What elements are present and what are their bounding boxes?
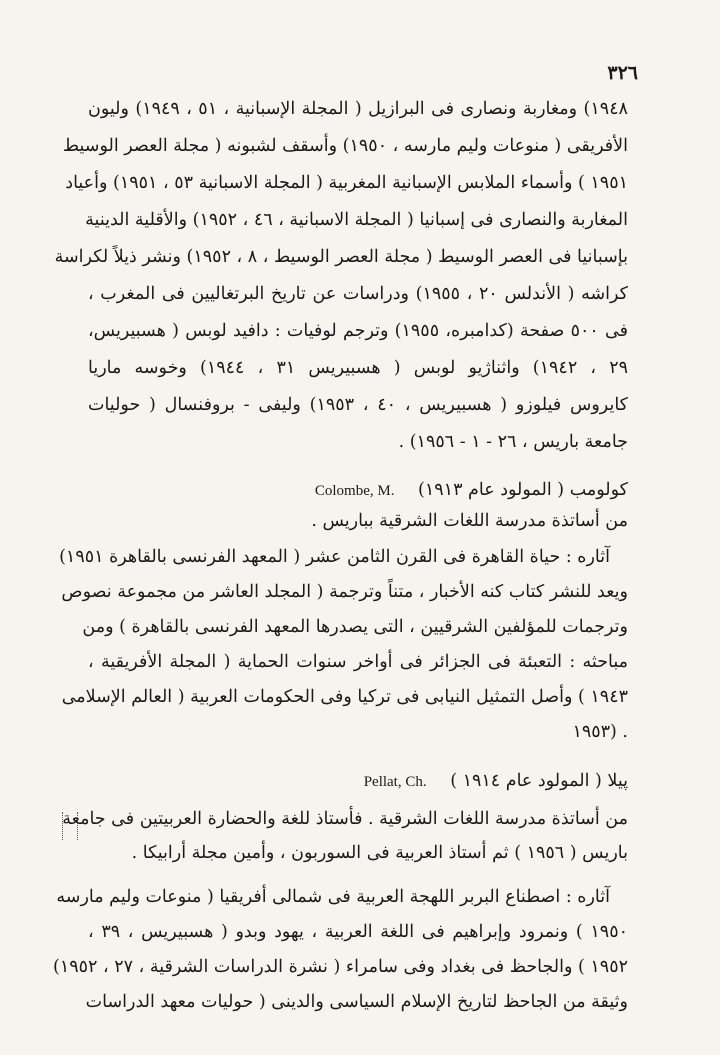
- text-line: باريس ( ١٩٥٦ ) ثم أستاذ العربية فى السوربون ، وأمين مجلة أرابيكا .: [131, 843, 628, 863]
- text-line: وثيقة من الجاحظ لتاريخ الإسلام السياسى والدينى ( حوليات معهد الدراسات: [85, 992, 628, 1012]
- entry-heading-arabic: كولومب ( المولود عام ١٩١٣): [418, 480, 628, 500]
- text-line: جامعة باريس ، ٢٦ - ١ - ١٩٥٦) .: [398, 432, 628, 452]
- text-line: ١٩٥٢ ) والجاحظ فى بغداد وفى سامراء ( نشرة الدراسات الشرقية ، ٢٧ ، ١٩٥٢): [53, 957, 628, 977]
- page-number: ٣٢٦: [607, 62, 638, 84]
- entry-heading-colombe: [300, 475, 628, 507]
- entry-heading-latin: Pellat, Ch.: [363, 774, 427, 790]
- text-line: مباحثه : التعبئة فى الجزائر فى أواخر سنوات الحماية ( المجلة الأفريقية ،: [88, 652, 628, 672]
- text-line: المغاربة والنصارى فى إسبانيا ( المجلة الاسبانية ، ٤٦ ، ١٩٥٢) والأقلية الدينية: [85, 210, 628, 230]
- text-line: آثاره : حياة القاهرة فى القرن الثامن عشر ( المعهد الفرنسى بالقاهرة ١٩٥١): [59, 547, 610, 567]
- text-line: ١٩٤٣ ) وأصل التمثيل النيابى فى تركيا وفى الحكومات العربية ( العالم الإسلامى: [61, 687, 628, 707]
- text-line: ١٩٤٨) ومغاربة ونصارى فى البرازيل ( المجلة الإسبانية ، ٥١ ، ١٩٤٩) وليون: [88, 99, 628, 119]
- text-line: فى ٥٠٠ صفحة (كدامبره، ١٩٥٥) وترجم لوفيات : دافيد لوبس ( هسبيريس،: [88, 321, 628, 341]
- text-line: من أساتذة مدرسة اللغات الشرقية . فأستاذ للغة والحضارة العربيتين فى جامعة: [62, 809, 628, 829]
- text-line: ١٩٥٠ ) ونمرود وإبراهيم فى اللغة العربية ، يهود وبدو ( هسبيريس ، ٣٩ ،: [88, 922, 628, 942]
- text-line: بإسبانيا فى العصر الوسيط ( مجلة العصر الوسيط ، ٨ ، ١٩٥٢) ونشر ذيلاً لكراسة: [54, 247, 628, 267]
- text-line: . (١٩٥٣: [572, 722, 628, 742]
- entry-intro: من أساتذة مدرسة اللغات الشرقية بباريس .: [311, 511, 628, 531]
- text-line: آثاره : اصطناع البربر اللهجة العربية فى شمالى أفريقيا ( منوعات وليم مارسه: [56, 887, 610, 907]
- text-line: الأفريقى ( منوعات وليم مارسه ، ١٩٥٠) وأسقف لشبونه ( مجلة العصر الوسيط: [62, 136, 628, 156]
- text-line: كايروس فيلوزو ( هسبيريس ، ٤٠ ، ١٩٥٣) وليفى - بروفنسال ( حوليات: [88, 395, 628, 415]
- entry-heading-latin: Colombe, M.: [314, 483, 395, 499]
- entry-heading-arabic: پيلا ( المولود عام ١٩١٤ ): [450, 771, 628, 791]
- text-line: كراشه ( الأندلس ٢٠ ، ١٩٥٥) ودراسات عن تاريخ البرتغاليين فى المغرب ،: [88, 284, 629, 304]
- margin-mark: [62, 812, 78, 840]
- text-line: ويعد للنشر كتاب كنه الأخبار ، متناً وترجمة ( المجلد العاشر من مجموعة نصوص: [61, 582, 628, 602]
- entry-heading-pellat: [300, 766, 628, 798]
- text-line: ١٩٥١ ) وأسماء الملابس الإسبانية المغربية ( المجلة الاسبانية ٥٣ ، ١٩٥١) وأعياد: [65, 173, 628, 193]
- text-line: ٢٩ ، ١٩٤٢) واثناژيو لوبس ( هسبيريس ٣١ ، ١٩٤٤) وخوسه ماريا: [88, 358, 629, 378]
- text-line: وترجمات للمؤلفين الشرقيين ، التى يصدرها المعهد الفرنسى بالقاهرة ) ومن: [82, 617, 628, 637]
